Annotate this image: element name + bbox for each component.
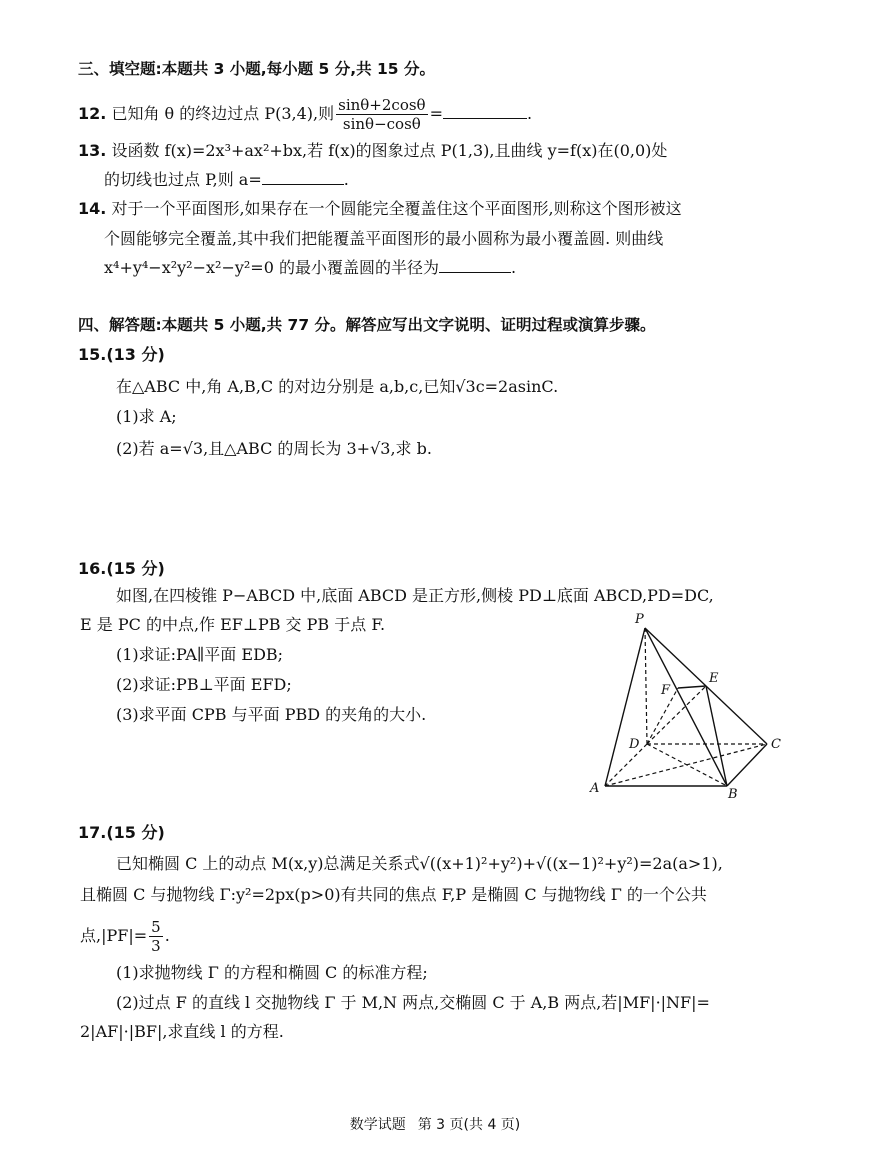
question-16-part-3: (3)求平面 CPB 与平面 PBD 的夹角的大小.	[116, 705, 427, 724]
edge-PD	[645, 628, 647, 744]
question-14-number: 14.	[78, 199, 107, 218]
question-15-part-2: (2)若 a=√3,且△ABC 的周长为 3+√3,求 b.	[116, 439, 432, 458]
question-17-stem-2: 且椭圆 C 与抛物线 Γ:y²=2px(p>0)有共同的焦点 F,P 是椭圆 C 与抛物线 Γ 的一个公共	[80, 885, 707, 904]
question-17-text-3: 点,|PF|=	[80, 926, 148, 945]
edge-BC	[727, 744, 767, 786]
label-E: E	[709, 671, 719, 686]
question-12-fraction	[336, 96, 427, 133]
edge-DA	[605, 744, 647, 786]
label-B: B	[728, 787, 738, 802]
question-14-text-3: x⁴+y⁴−x²y²−x²−y²=0 的最小覆盖圆的半径为	[104, 258, 439, 277]
question-16-stem-1: 如图,在四棱锥 P−ABCD 中,底面 ABCD 是正方形,侧棱 PD⊥底面 ABCD,PD=DC,	[116, 586, 714, 605]
fraction-numerator: sinθ+2cosθ	[338, 96, 426, 114]
footer-subject: 数学试题	[349, 1117, 406, 1133]
label-P: P	[635, 612, 644, 627]
question-14-line-2: 个圆能够完全覆盖,其中我们把能覆盖平面图形的最小圆称为最小覆盖圆. 则曲线	[104, 229, 664, 248]
segment-DE	[647, 686, 706, 744]
segment-FE	[678, 686, 706, 688]
question-15-stem: 在△ABC 中,角 A,B,C 的对边分别是 a,b,c,已知√3c=2asinC.	[116, 377, 559, 396]
question-12-equals: =	[429, 104, 443, 123]
question-17-part-2: (2)过点 F 的直线 l 交抛物线 Γ 于 M,N 两点,交椭圆 C 于 A,B 两点,若|MF|·|NF|=	[116, 993, 710, 1012]
question-14-line-3	[104, 257, 516, 279]
fraction-denominator: 3	[151, 937, 161, 955]
fraction-denominator: sinθ−cosθ	[342, 115, 421, 133]
question-17-stem-1: 已知椭圆 C 上的动点 M(x,y)总满足关系式√((x+1)²+y²)+√((x−1)²+y²)=2a(a>1),	[116, 854, 723, 873]
label-C: C	[771, 737, 781, 752]
pyramid-figure	[585, 608, 785, 803]
question-14-line-1	[78, 198, 682, 220]
question-17-fraction	[149, 918, 163, 955]
question-16-part-1: (1)求证:PA∥平面 EDB;	[116, 645, 284, 664]
question-13-line-2	[104, 169, 349, 191]
question-17-end: .	[164, 926, 170, 945]
question-13-text-2: 的切线也过点 P,则 a=	[104, 170, 262, 189]
question-16-part-2: (2)求证:PB⊥平面 EFD;	[116, 675, 292, 694]
question-16-heading: 16.(15 分)	[78, 559, 165, 578]
page-footer	[0, 1114, 870, 1134]
question-15-part-1: (1)求 A;	[116, 407, 177, 426]
question-12	[78, 96, 532, 133]
question-17-part-2-cont: 2|AF|·|BF|,求直线 l 的方程.	[80, 1022, 284, 1041]
answer-blank[interactable]	[443, 104, 527, 119]
question-15-heading: 15.(13 分)	[78, 345, 165, 364]
question-17-part-1: (1)求抛物线 Γ 的方程和椭圆 C 的标准方程;	[116, 963, 428, 982]
question-17-heading: 17.(15 分)	[78, 823, 165, 842]
question-12-number: 12.	[78, 104, 107, 123]
question-14-end: .	[510, 258, 517, 277]
question-13-number: 13.	[78, 141, 107, 160]
question-13-end: .	[343, 170, 349, 189]
question-13-text: 设函数 f(x)=2x³+ax²+bx,若 f(x)的图象过点 P(1,3),且曲线 y=f(x)在(0,0)处	[111, 141, 668, 160]
question-13-line-1	[78, 140, 667, 162]
answer-blank[interactable]	[262, 170, 344, 185]
question-12-end: .	[527, 104, 533, 123]
question-16-stem-2: E 是 PC 的中点,作 EF⊥PB 交 PB 于点 F.	[80, 615, 386, 634]
label-F: F	[661, 683, 671, 698]
question-14-text: 对于一个平面图形,如果存在一个圆能完全覆盖住这个平面图形,则称这个图形被这	[111, 199, 682, 218]
fraction-numerator: 5	[151, 918, 161, 936]
section-4-header: 四、解答题:本题共 5 小题,共 77 分。解答应写出文字说明、证明过程或演算步骤。	[78, 316, 656, 334]
segment-EB	[706, 686, 727, 786]
footer-page-number: 第 3 页(共 4 页)	[417, 1117, 521, 1133]
section-3-header: 三、填空题:本题共 3 小题,每小题 5 分,共 15 分。	[78, 60, 435, 78]
label-D: D	[629, 737, 640, 752]
answer-blank[interactable]	[439, 258, 511, 273]
label-A: A	[590, 781, 600, 796]
question-17-stem-3	[80, 918, 170, 955]
edge-PA	[605, 628, 645, 786]
question-12-text: 已知角 θ 的终边过点 P(3,4),则	[111, 104, 335, 123]
edge-PB	[645, 628, 727, 786]
